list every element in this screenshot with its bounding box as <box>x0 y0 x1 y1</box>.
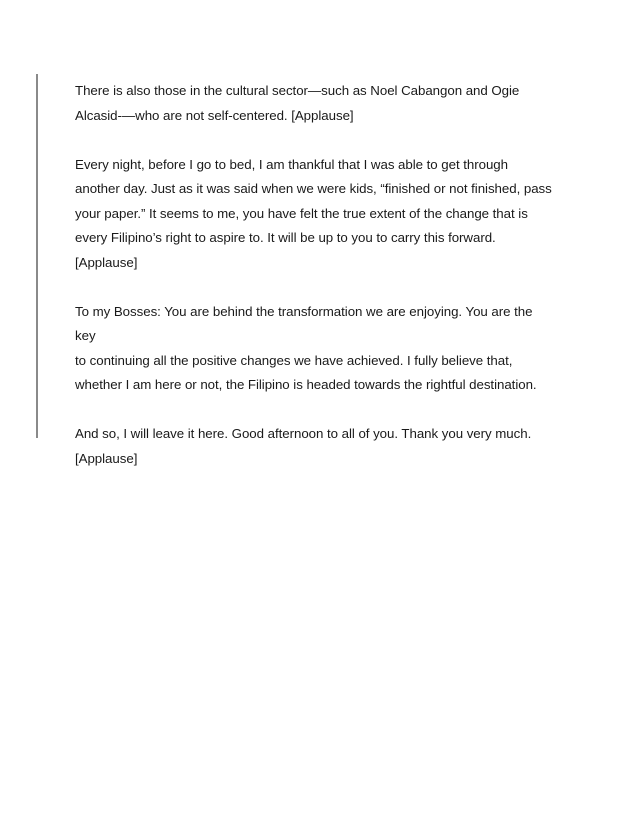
paragraph-cultural-sector: There is also those in the cultural sector—such as Noel Cabangon and Ogie Alcasid-—who are not self-centered. [Applause] <box>75 83 520 123</box>
paragraph-closing: And so, I will leave it here. Good afternoon to all of you. Thank you very much. [Applause] <box>75 426 532 466</box>
paragraph-every-night: Every night, before I go to bed, I am thankful that I was able to get through another day. Just as it was said when we were kids, “finished or not finished, pass your paper.” It seems to me, you have felt the true extent of the change that is every Filipino’s right to aspire to. It will be up to you to carry this forward. [Applause] <box>75 156 552 270</box>
change-bar <box>36 74 38 438</box>
document-body <box>75 79 555 496</box>
paragraph-to-my-bosses: To my Bosses: You are behind the transformation we are enjoying. You are the key to continuing all the positive changes we have achieved. I fully believe that, whether I am here or not, the Filipino is headed towards the rightful destination. <box>75 303 537 392</box>
